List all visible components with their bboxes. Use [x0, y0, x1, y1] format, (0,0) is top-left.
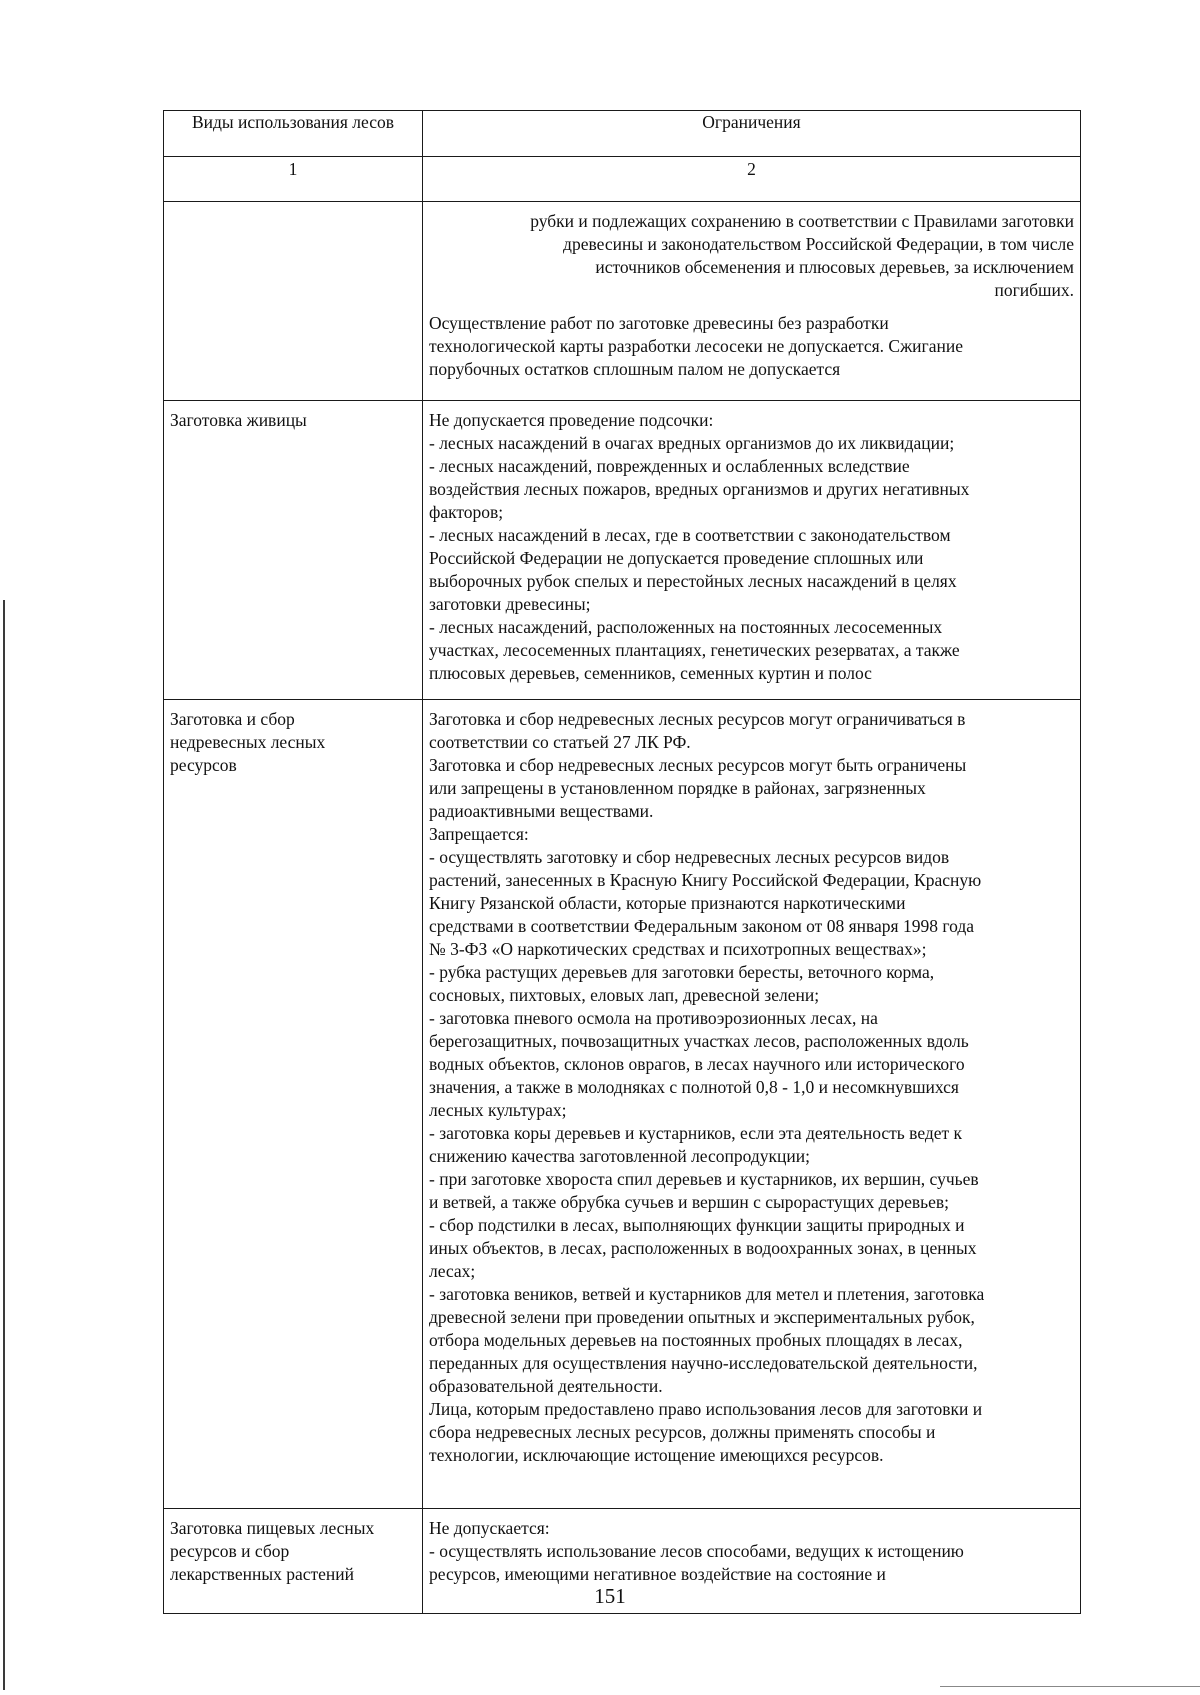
text-line: растений, занесенных в Красную Книгу Российской Федерации, Красную: [429, 870, 982, 890]
text-line: лекарственных растений: [170, 1564, 355, 1584]
text-line: Книгу Рязанской области, которые признаются наркотическими: [429, 893, 906, 913]
text-line: источников обсеменения и плюсовых деревьев, за исключением: [595, 257, 1074, 277]
text-line: рубки и подлежащих сохранению в соответствии с Правилами заготовки: [530, 211, 1074, 231]
text-line: участках, лесосеменных плантациях, генетических резерватах, а также: [429, 640, 960, 660]
text-line: лесных культурах;: [429, 1100, 567, 1120]
restrictions-table: [163, 110, 1081, 1614]
text-line: ресурсов, имеющими негативное воздействие на состояние и: [429, 1564, 886, 1584]
text-line: плюсовых деревьев, семенников, семенных куртин и полос: [429, 663, 872, 683]
text-line: или запрещены в установленном порядке в районах, загрязненных: [429, 778, 926, 798]
text-line: средствами в соответствии Федеральным законом от 08 января 1998 года: [429, 916, 974, 936]
text-line: берегозащитных, почвозащитных участках лесов, расположенных вдоль: [429, 1031, 969, 1051]
scan-bottom-line: [940, 1686, 1200, 1687]
text-line: Заготовка и сбор недревесных лесных ресурсов могут быть ограничены: [429, 755, 967, 775]
text-line: Запрещается:: [429, 824, 529, 844]
table-header-row: [164, 111, 1081, 157]
row-restrictions-nonwood: [423, 700, 1081, 1509]
page-number: 151: [594, 1584, 626, 1608]
text-line: воздействия лесных пожаров, вредных организмов и других негативных: [429, 479, 970, 499]
text-line: - при заготовке хвороста спил деревьев и кустарников, их вершин, сучьев: [429, 1169, 979, 1189]
text-line: Российской Федерации не допускается проведение сплошных или: [429, 548, 924, 568]
text-line: порубочных остатков сплошным палом не допускается: [429, 359, 841, 379]
text-line: - лесных насаждений в лесах, где в соответствии с законодательством: [429, 525, 951, 545]
text-line: ресурсов: [170, 755, 237, 775]
text-line: сбора недревесных лесных ресурсов, должны применять способы и: [429, 1422, 936, 1442]
row-kind-food-resources: [164, 1509, 423, 1614]
text-line: и ветвей, а также обрубка сучьев и вершин с сырорастущих деревьев;: [429, 1192, 949, 1212]
text-line: древесины и законодательством Российской Федерации, в том числе: [563, 234, 1074, 254]
text-line: - лесных насаждений в очагах вредных организмов до их ликвидации;: [429, 433, 955, 453]
text-line: - осуществлять заготовку и сбор недревесных лесных ресурсов видов: [429, 847, 950, 867]
text-line: Заготовка и сбор недревесных лесных ресурсов могут ограничиваться в: [429, 709, 966, 729]
text-line: значения, а также в молодняках с полнотой 0,8 - 1,0 и несомкнувшихся: [429, 1077, 959, 1097]
row-restrictions-resin: [423, 401, 1081, 700]
text-line: ресурсов и сбор: [170, 1541, 290, 1561]
text-line: древесной зелени при проведении опытных и экспериментальных рубок,: [429, 1307, 975, 1327]
text-line: недревесных лесных: [170, 732, 326, 752]
column-number-1: 1: [164, 157, 423, 202]
header-forest-use-types: Виды использования лесов: [164, 111, 423, 157]
row-kind-empty: [164, 202, 423, 401]
text-line: выборочных рубок спелых и перестойных лесных насаждений в целях: [429, 571, 957, 591]
text-line: лесах;: [429, 1261, 476, 1281]
table-row: [164, 202, 1081, 401]
text-line: Лица, которым предоставлено право использования лесов для заготовки и: [429, 1399, 983, 1419]
text-line: Не допускается проведение подсочки:: [429, 410, 714, 430]
text-line: технологии, исключающие истощение имеющихся ресурсов.: [429, 1445, 884, 1465]
text-line: иных объектов, в лесах, расположенных в водоохранных зонах, в ценных: [429, 1238, 977, 1258]
scan-edge-mark: [3, 600, 5, 1690]
row-kind-resin: Заготовка живицы: [164, 401, 423, 700]
text-line: Заготовка пищевых лесных: [170, 1518, 375, 1538]
text-line: - рубка растущих деревьев для заготовки бересты, веточного корма,: [429, 962, 935, 982]
text-line: соответствии со статьей 27 ЛК РФ.: [429, 732, 691, 752]
text-line: заготовки древесины;: [429, 594, 591, 614]
row-restrictions-food-resources: [423, 1509, 1081, 1614]
text-line: - заготовка пневого осмола на противоэрозионных лесах, на: [429, 1008, 878, 1028]
table-row: [164, 700, 1081, 1509]
row-restrictions-continued: [423, 202, 1081, 401]
text-line: Не допускается:: [429, 1518, 550, 1538]
text-line: сосновых, пихтовых, еловых лап, древесной зелени;: [429, 985, 820, 1005]
text-line: Заготовка и сбор: [170, 709, 295, 729]
text-line: образовательной деятельности.: [429, 1376, 663, 1396]
row-kind-nonwood: [164, 700, 423, 1509]
text-line: водных объектов, склонов оврагов, в лесах научного или исторического: [429, 1054, 965, 1074]
text-line: технологической карты разработки лесосеки не допускается. Сжигание: [429, 336, 963, 356]
text-line: - лесных насаждений, расположенных на постоянных лесосеменных: [429, 617, 943, 637]
text-line: - сбор подстилки в лесах, выполняющих функции защиты природных и: [429, 1215, 965, 1235]
text-line: радиоактивными веществами.: [429, 801, 654, 821]
text-line: погибших.: [994, 280, 1074, 300]
column-number-2: 2: [423, 157, 1081, 202]
header-restrictions: Ограничения: [423, 111, 1081, 157]
text-line: - заготовка коры деревьев и кустарников, если эта деятельность ведет к: [429, 1123, 963, 1143]
text-line: факторов;: [429, 502, 504, 522]
text-line: № 3-ФЗ «О наркотических средствах и психотропных веществах»;: [429, 939, 927, 959]
text-line: переданных для осуществления научно-исследовательской деятельности,: [429, 1353, 978, 1373]
text-line: - осуществлять использование лесов способами, ведущих к истощению: [429, 1541, 964, 1561]
text-line: снижению качества заготовленной лесопродукции;: [429, 1146, 810, 1166]
column-number-row: [164, 157, 1081, 202]
text-line: - лесных насаждений, поврежденных и ослабленных вследствие: [429, 456, 910, 476]
text-line: отбора модельных деревьев на постоянных пробных площадях в лесах,: [429, 1330, 963, 1350]
table-row: [164, 401, 1081, 700]
text-line: Осуществление работ по заготовке древесины без разработки: [429, 313, 889, 333]
text-line: - заготовка веников, ветвей и кустарников для метел и плетения, заготовка: [429, 1284, 985, 1304]
